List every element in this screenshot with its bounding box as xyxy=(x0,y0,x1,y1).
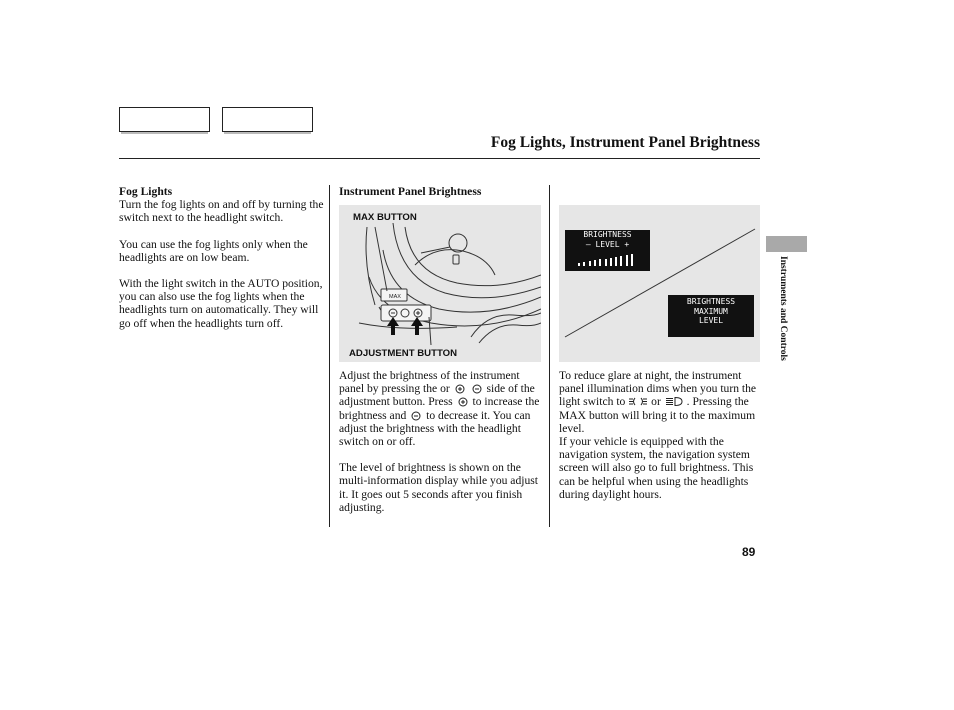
title-rule xyxy=(119,158,760,159)
text-span: to increase the brightness and xyxy=(339,395,540,422)
fog-lights-section xyxy=(119,185,324,343)
navigation-paragraph: If your vehicle is equipped with the navigation system, the navigation system screen will also go to full brightness. This can be helpful when using the headlights during daylight hours. xyxy=(559,435,754,501)
max-button-text: MAX xyxy=(389,294,401,300)
page-title: Fog Lights, Instrument Panel Brightness xyxy=(490,134,760,151)
parking-lights-icon xyxy=(628,396,648,407)
adjustment-button-callout: ADJUSTMENT BUTTON xyxy=(349,348,458,359)
brightness-level-bars xyxy=(578,254,637,266)
text-span: . Pressing the MAX button will bring it to the maximum level. xyxy=(559,395,756,435)
display-line: LEVEL xyxy=(698,316,724,325)
instrument-panel-text xyxy=(339,369,541,527)
level-bar xyxy=(615,257,617,266)
nav-box-next[interactable] xyxy=(222,107,313,132)
plus-button-icon xyxy=(456,397,470,407)
display-line: BRIGHTNESS xyxy=(583,230,632,239)
text-span: Adjust the brightness of the instrument panel by pressing the xyxy=(339,369,520,396)
section-tab[interactable] xyxy=(766,236,807,252)
page-number: 89 xyxy=(742,545,756,559)
level-bar xyxy=(631,254,633,266)
brightness-maximum-display xyxy=(668,295,754,337)
text-span: or xyxy=(651,395,661,409)
fog-lights-paragraph-1: Turn the fog lights on and off by turning the switch next to the headlight switch. xyxy=(119,198,324,225)
level-bar xyxy=(605,259,607,267)
text-span: to decrease it. You can adjust the brightness with the headlight switch on or off. xyxy=(339,408,531,449)
minus-button-icon xyxy=(470,384,484,394)
minus-button-icon xyxy=(409,411,423,421)
level-bar xyxy=(626,255,628,266)
max-button-callout: MAX BUTTON xyxy=(353,212,417,223)
dashboard-illustration xyxy=(339,205,541,362)
display-line: – LEVEL + xyxy=(585,239,630,249)
brightness-level-paragraph: The level of brightness is shown on the multi-information display while you adjust it. It goes out 5 seconds after you finish adjusting. xyxy=(339,461,539,514)
text-span: or xyxy=(440,382,450,396)
level-bar xyxy=(589,261,591,266)
fog-lights-paragraph-3: With the light switch in the AUTO position, you can also use the fog lights when the headlights turn on automatically. They will go off when the headlights turn off. xyxy=(119,277,323,330)
level-bar xyxy=(578,263,580,266)
brightness-display-figure xyxy=(559,205,760,362)
adjust-paragraph xyxy=(339,369,541,448)
nav-box-previous[interactable] xyxy=(119,107,210,132)
display-line: BRIGHTNESS xyxy=(686,297,736,306)
level-bar xyxy=(594,260,596,266)
display-line: MAXIMUM xyxy=(694,306,728,316)
adjustment-button-figure xyxy=(339,205,541,362)
glare-section xyxy=(559,369,761,514)
headlights-icon xyxy=(664,396,684,407)
fog-lights-heading: Fog Lights xyxy=(119,185,173,198)
column-divider xyxy=(549,185,550,527)
level-bar xyxy=(620,256,622,266)
figure-divider-line xyxy=(559,205,760,362)
fog-lights-paragraph-2: You can use the fog lights only when the headlights are on low beam. xyxy=(119,237,308,264)
level-bar xyxy=(583,262,585,266)
text-span: To reduce glare at night, the instrument panel illumination dims when you turn the light switch to xyxy=(559,369,757,409)
level-bar xyxy=(610,258,612,266)
level-bar xyxy=(599,259,601,266)
brightness-level-display xyxy=(565,230,650,271)
plus-button-icon xyxy=(453,384,467,394)
text-span: side of the adjustment button. Press xyxy=(339,382,535,409)
instrument-panel-heading: Instrument Panel Brightness xyxy=(339,185,482,198)
glare-paragraph xyxy=(559,369,761,435)
section-tab-label: Instruments and Controls xyxy=(778,256,788,361)
column-divider xyxy=(329,185,330,527)
